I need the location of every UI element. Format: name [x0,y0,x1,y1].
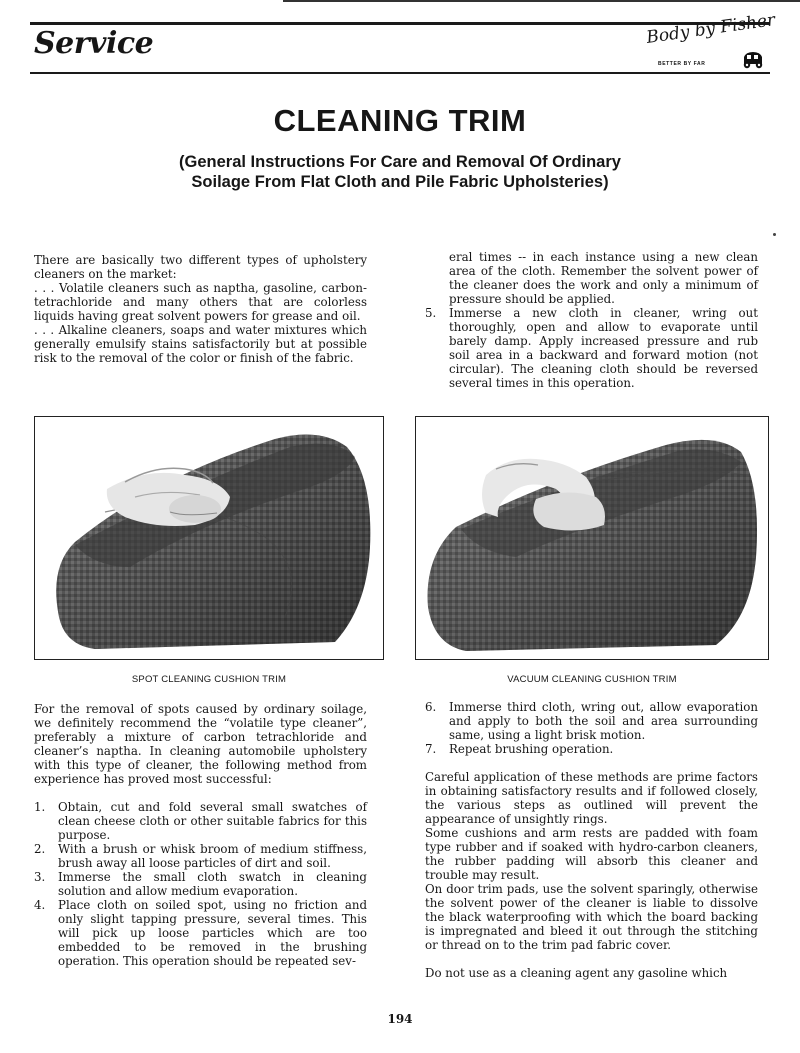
logo-script: Body by Fisher [645,10,777,48]
volatile-cleaners-paragraph: . . . Volatile cleaners such as naptha, gasoline, carbon-tetrachloride and many others that are colorless liquids having great solvent powers for grease and oil. [34,281,367,323]
speck [773,233,776,236]
step-number: 3. [34,870,46,884]
step-number: 5. [425,306,437,320]
intro-left-column [34,253,367,365]
step-number: 6. [425,700,437,714]
subtitle-line-1: (General Instructions For Care and Removal Of Ordinary [179,153,621,171]
step-number: 1. [34,800,46,814]
page-number: 194 [387,1012,413,1026]
vacuum-cleaning-photo [415,416,769,660]
step-text: Place cloth on soiled spot, using no friction and only slight tapping pressure, several times. This will pick up loose particles which are too embedded to be removed in the brushing operation. This operation should be repeated sev- [58,898,367,968]
cushion-spot-cleaning-photo-icon [35,417,382,658]
top-edge-rule [283,0,800,2]
step-text: Obtain, cut and fold several small swatches of clean cheese cloth or other suitable fabrics for this purpose. [58,800,367,842]
step-text: Immerse the small cloth swatch in cleaning solution and allow medium evaporation. [58,870,367,898]
step-text: Immerse a new cloth in cleaner, wring out thoroughly, open and allow to evaporate until barely damp. Apply increased pressure and rub soil area in a backward and forward motion (not circular). The cleaning cloth should be reversed several times in this operation. [449,306,758,390]
body-by-fisher-logo [645,10,777,72]
step-3 [34,870,367,898]
subtitle-line-2: Soilage From Flat Cloth and Pile Fabric Upholsteries) [191,173,609,191]
page-title: CLEANING TRIM [273,103,527,138]
step-number: 7. [425,742,437,756]
step-5 [425,306,758,390]
header-bottom-rule [30,72,770,74]
careful-application-paragraph: Careful application of these methods are prime factors in obtaining satisfactory results and if followed closely, the various steps as outlined will prevent the appearance of unsightly rings. [425,770,758,826]
intro-right-column [425,250,758,390]
step-text: Immerse third cloth, wring out, allow evaporation and apply to both the soil and area surrounding same, using a light brisk motion. [449,700,758,742]
gasoline-warning-paragraph: Do not use as a cleaning agent any gasoline which [425,966,728,980]
step-number: 4. [34,898,46,912]
figure-caption-vacuum: VACUUM CLEANING CUSHION TRIM [507,674,677,685]
step-7 [425,742,758,756]
page-subtitle [60,152,740,192]
section-title: Service [34,26,154,61]
step-number: 2. [34,842,46,856]
step-4 [34,898,367,968]
method-intro-paragraph: For the removal of spots caused by ordinary soilage, we definitely recommend the “volatile type cleaner”, preferably a mixture of carbon tetrachloride and cleaner’s naptha. In cleaning automobile upholstery with this type of cleaner, the following method from experience has proved most successful: [34,702,367,786]
step-6 [425,700,758,742]
header-top-rule [30,22,770,25]
door-trim-paragraph: On door trim pads, use the solvent sparingly, otherwise the solvent power of the cleaner is liable to dissolve the black waterproofing with which the board backing is impregnated and bleed it out through the stitching or thread on to the trim pad fabric cover. [425,882,758,952]
step-4-continuation: eral times -- in each instance using a new clean area of the cloth. Remember the solvent power of the cleaner does the work and only a minimum of pressure should be applied. [449,250,758,306]
lower-right-column [425,700,758,980]
coach-icon [740,48,766,70]
step-text: Repeat brushing operation. [449,742,614,756]
step-1 [34,800,367,842]
lower-left-column [34,702,367,968]
figure-caption-spot: SPOT CLEANING CUSHION TRIM [131,674,287,685]
foam-rubber-paragraph: Some cushions and arm rests are padded with foam type rubber and if soaked with hydro-carbon cleaners, the rubber padding will absorb this cleaner and trouble may result. [425,826,758,882]
alkaline-cleaners-paragraph: . . . Alkaline cleaners, soaps and water mixtures which generally emulsify stains satisfactorily but at possible risk to the removal of the color or finish of the fabric. [34,323,367,365]
logo-tagline: BETTER BY FAR [658,61,706,67]
intro-paragraph: There are basically two different types of upholstery cleaners on the market: [34,253,367,281]
cushion-vacuum-cleaning-photo-icon [416,417,767,658]
step-text: With a brush or whisk broom of medium stiffness, brush away all loose particles of dirt and soil. [58,842,367,870]
spot-cleaning-photo [34,416,384,660]
step-2 [34,842,367,870]
